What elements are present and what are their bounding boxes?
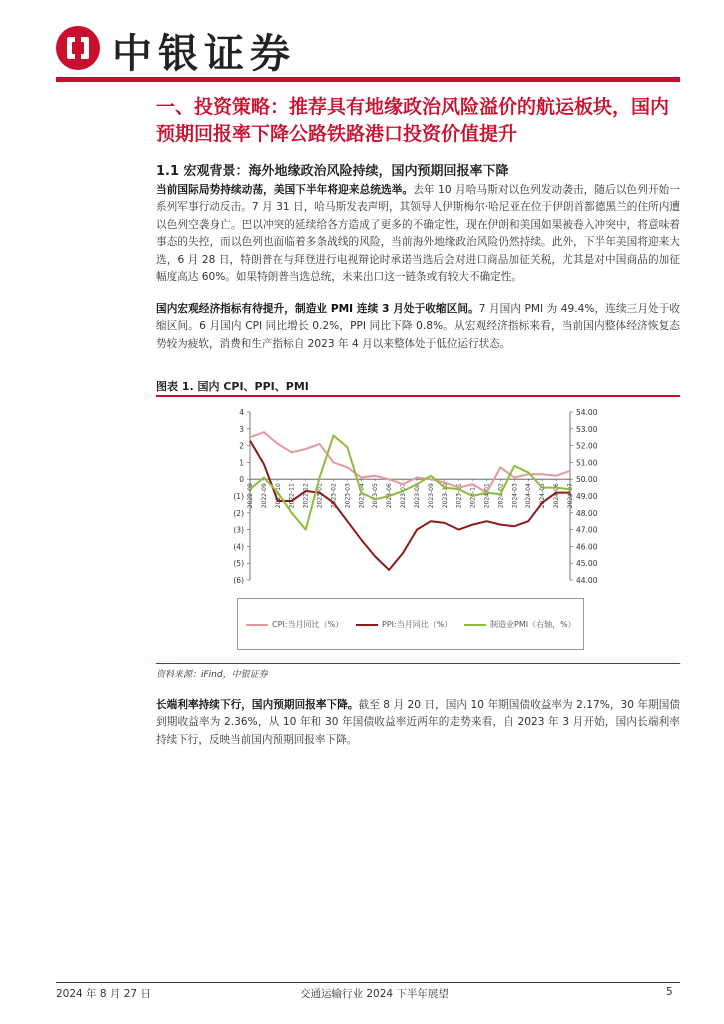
figure-bottom-rule [156,663,680,664]
right-tick-label: 47.00 [576,525,598,535]
legend-swatch-cpi [246,624,268,626]
x-tick-label: 2022-12 [302,483,310,509]
right-tick-label: 46.00 [576,542,598,552]
footer-rule [56,982,680,983]
paragraph-lead: 当前国际局势持续动荡，美国下半年将迎来总统选举。 [156,184,414,196]
paragraph-lead: 国内宏观经济指标有待提升，制造业 PMI 连续 3 月处于收缩区间。 [156,303,479,315]
right-tick-label: 50.00 [576,475,598,485]
bank-logo [56,26,100,70]
x-tick-label: 2023-11 [455,483,463,509]
legend-label-ppi: PPI:当月同比（%） [382,620,453,629]
report-date: 2024 年 8 月 27 日 [56,988,151,1000]
right-tick-label: 52.00 [576,441,598,451]
left-tick-label: (5) [233,559,244,569]
right-tick-label: 53.00 [576,424,598,434]
left-tick-label: (3) [233,525,244,535]
figure-top-rule [156,395,680,397]
legend-pmi [464,619,576,630]
x-tick-label: 2023-09 [427,483,435,509]
right-tick-label: 48.00 [576,508,598,518]
legend-label-pmi: 制造业PMI（右轴，%） [490,620,576,629]
x-tick-label: 2023-04 [358,483,366,509]
paragraph-body: 7 月国内 PMI 为 49.4%，连续三月处于收缩区间。6 月国内 CPI 同比增长 0.2%，PPI 同比下降 0.8%。从宏观经济指标来看，当前国内整体经济恢复态势较为疲软，消费和生产指标自 2023 年 4 月以来整体处于低位运行状态。 [156,303,681,350]
x-tick-label: 2022-10 [274,483,282,509]
report-title: 交通运输行业 2024 下半年展望 [300,988,449,1000]
left-tick-label: (6) [233,576,244,585]
left-tick-label: 1 [239,458,244,468]
page-number: 5 [666,986,673,998]
x-tick-label: 2023-08 [413,483,421,509]
header-rule [56,77,680,82]
x-tick-label: 2024-06 [553,483,561,509]
x-tick-label: 2023-06 [386,483,394,509]
brand-name: 中银证券 [112,31,296,77]
x-tick-label: 2023-10 [441,483,449,509]
figure-source: 资料来源：iFind，中银证券 [156,670,268,680]
legend-swatch-ppi [356,624,378,626]
right-tick-label: 44.00 [576,576,598,585]
section-subtitle: 1.1 宏观背景：海外地缘政治风险持续，国内预期回报率下降 [156,164,509,179]
series-line-ppi [250,441,570,570]
figure-title: 图表 1. 国内 CPI、PPI、PMI [156,380,309,393]
right-tick-label: 49.00 [576,492,598,501]
paragraph-body: 去年 10 月哈马斯对以色列发动袭击，随后以色列开始一系列军事行动反击。7 月 31 日，哈马斯发表声明，其领导人伊斯梅尔·哈尼亚在位于伊朗首都德黑兰的住所内遭以色列空袭身亡。巴以冲突的延续给各方造成了更多的不确定性，现在伊朗和美国如果被卷入冲突中，将意味着事态的失控，而以色列也面临着多条战线的风险，当前海外地缘政治风险仍然持续。此外，下半年美国将迎来大选，6 月 28 日，特朗普在与拜登进行电视辩论时承诺当选后会对进口商品加征关税，尤其是对中国商品的加征幅度高达 60%。如果特朗普当选总统，未来出口这一链条或有较大不确定性。 [156,184,680,284]
x-tick-label: 2024-04 [525,483,533,509]
legend-swatch-pmi [464,624,486,626]
x-tick-label: 2023-02 [330,483,338,509]
left-tick-label: (4) [233,542,244,552]
x-tick-label: 2024-03 [511,483,519,509]
paragraph-lead: 长端利率持续下行，国内预期回报率下降。 [156,699,359,711]
left-tick-label: 4 [239,408,244,417]
series-line-cpi [250,432,570,492]
x-tick-label: 2024-01 [483,483,491,509]
right-tick-label: 45.00 [576,559,598,569]
cpi-ppi-pmi-chart [156,398,680,598]
x-tick-label: 2023-03 [344,483,352,509]
legend-ppi [356,619,452,630]
x-tick-label: 2022-11 [288,483,296,509]
left-tick-label: 3 [239,424,244,434]
x-tick-label: 2022-08 [247,483,254,509]
x-tick-label: 2023-12 [469,483,477,509]
paragraph-macro [156,301,680,353]
left-tick-label: 0 [239,475,244,485]
paragraph-body: 截至 8 月 20 日，国内 10 年期国债收益率为 2.17%，30 年期国债到期收益率为 2.36%，从 10 年和 30 年国债收益率近两年的走势来看，自 2023 年 3 月开始，国内长端利率持续下行，反映当前国内预期回报率下降。 [156,699,681,746]
left-tick-label: (2) [233,508,244,518]
x-tick-label: 2022-09 [260,483,268,509]
x-tick-label: 2024-02 [497,483,505,509]
x-tick-label: 2024-07 [567,483,574,509]
x-tick-label: 2023-01 [316,483,324,509]
x-tick-label: 2023-07 [400,483,408,509]
series-line-pmi [250,436,570,530]
right-tick-label: 51.00 [576,458,598,468]
x-tick-label: 2024-05 [539,483,547,509]
paragraph-rates [156,697,680,749]
left-tick-label: 2 [239,441,244,451]
left-tick-label: (1) [233,492,244,501]
chart-legend [237,598,584,650]
right-tick-label: 54.00 [576,408,598,417]
x-tick-label: 2023-05 [372,483,380,509]
legend-label-cpi: CPI:当月同比（%） [272,620,344,629]
legend-cpi [246,619,343,630]
section-title: 一、投资策略：推荐具有地缘政治风险溢价的航运板块，国内预期回报率下降公路铁路港口投资价值提升 [156,96,670,145]
paragraph-geopolitics [156,182,680,286]
